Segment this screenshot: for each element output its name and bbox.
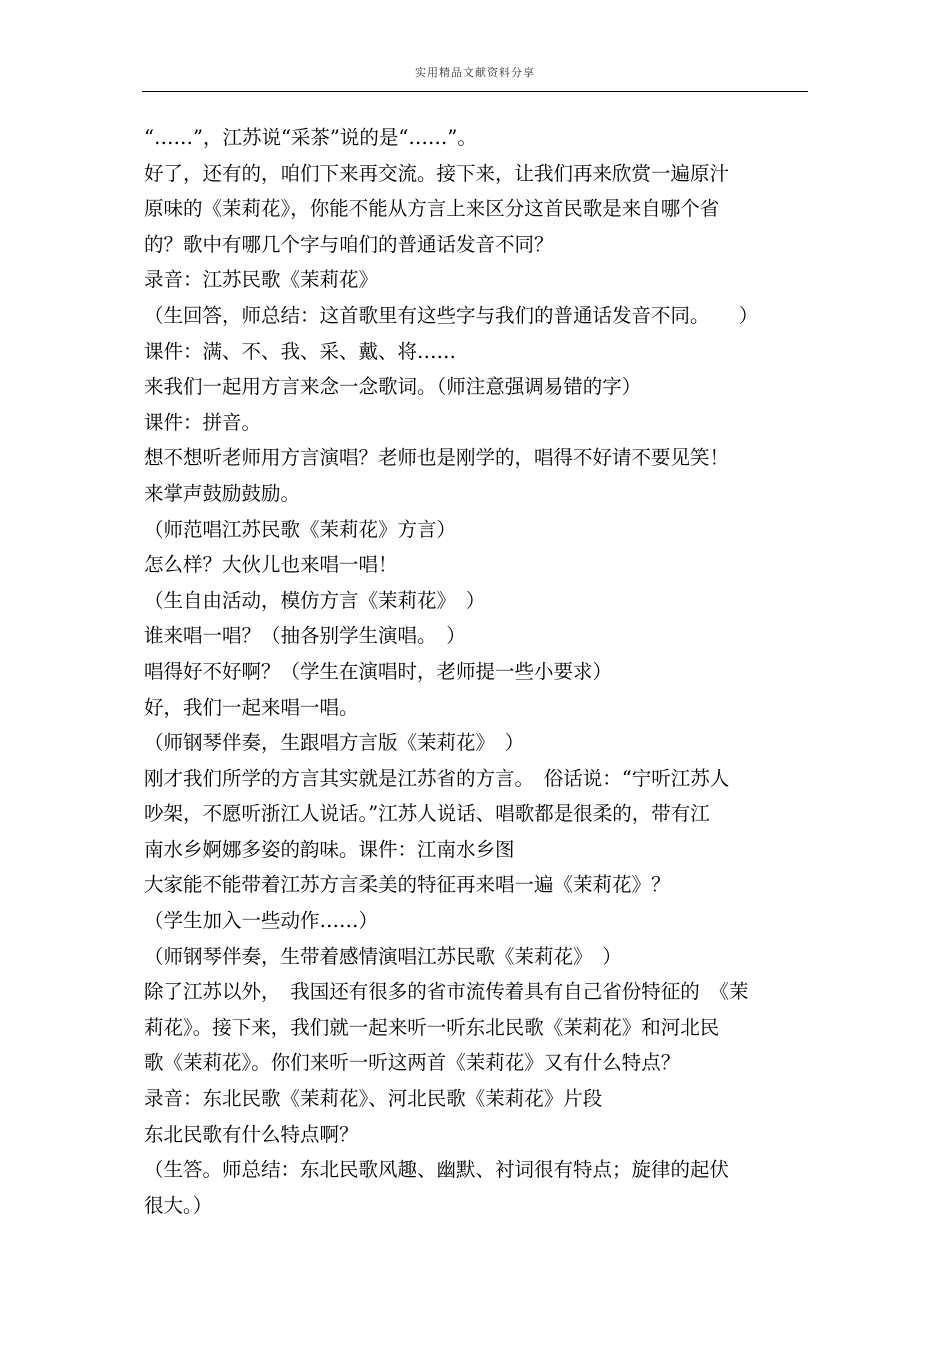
text-line: 来我们一起用方言来念一念歌词。（师注意强调易错的字） [144,375,642,399]
text-line: 好，我们一起来唱一唱。 [144,695,359,719]
text-line: 南水乡婀娜多姿的韵味。课件：江南水乡图 [144,837,515,861]
text-line: 课件：拼音。 [144,410,262,434]
text-line: 除了江苏以外， 我国还有很多的省市流传着具有自己省份特征的 《茉 [144,980,749,1004]
text-line: “……”，江苏说“采茶”说的是“……”。 [144,126,477,149]
text-line: 的？歌中有哪几个字与咱们的普通话发音不同？ [144,232,554,256]
text-line: （师钢琴伴奏，生跟唱方言版《茉莉花》 ） [144,731,525,755]
text-line: 歌《茉莉花》。你们来听一听这两首《茉莉花》又有什么特点？ [144,1051,681,1075]
text-line: 想不想听老师用方言演唱？老师也是刚学的，唱得不好请不要见笑！ [144,446,730,470]
text-line: 课件：满、不、我、采、戴、将…… [144,339,457,363]
text-line: 来掌声鼓励鼓励。 [144,481,301,505]
text-line: 大家能不能带着江苏方言柔美的特征再来唱一遍《茉莉花》？ [144,873,671,897]
text-line: 东北民歌有什么特点啊？ [144,1122,359,1146]
text-line: 录音：江苏民歌《茉莉花》 [144,268,379,292]
text-line: （学生加入一些动作……） [144,909,379,933]
text-line: 很大。） [144,1193,213,1217]
document-body [144,120,808,1223]
header-divider [142,91,808,92]
text-line: 怎么样？大伙儿也来唱一唱！ [144,553,398,577]
text-line: （生自由活动，模仿方言《茉莉花》 ） [144,588,486,612]
text-line: （师钢琴伴奏，生带着感情演唱江苏民歌《茉莉花》 ） [144,944,622,968]
text-line: 吵架，不愿听浙江人说话。”江苏人说话、唱歌都是很柔的，带有江 [144,802,710,826]
text-line: 谁来唱一唱？（抽各别学生演唱。 ） [144,624,466,648]
text-line: 原味的《茉莉花》，你能不能从方言上来区分这首民歌是来自哪个省 [144,197,720,221]
text-line: 莉花》。接下来，我们就一起来听一听东北民歌《茉莉花》和河北民 [144,1015,720,1039]
text-line: 刚才我们所学的方言其实就是江苏省的方言。 俗话说：“宁听江苏人 [144,766,730,790]
page-header: 实用精品文献资料分享 [415,66,535,79]
text-line: （生回答，师总结：这首歌里有这些字与我们的普通话发音不同。 ） [144,303,759,327]
text-line: 录音：东北民歌《茉莉花》、河北民歌《茉莉花》片段 [144,1087,603,1111]
text-line: （生答。师总结：东北民歌风趣、幽默、衬词很有特点；旋律的起伏 [144,1158,730,1182]
text-line: （师范唱江苏民歌《茉莉花》方言） [144,517,457,541]
text-line: 好了，还有的，咱们下来再交流。接下来，让我们再来欣赏一遍原汁 [144,161,730,185]
text-line: 唱得好不好啊？（学生在演唱时，老师提一些小要求） [144,659,613,683]
